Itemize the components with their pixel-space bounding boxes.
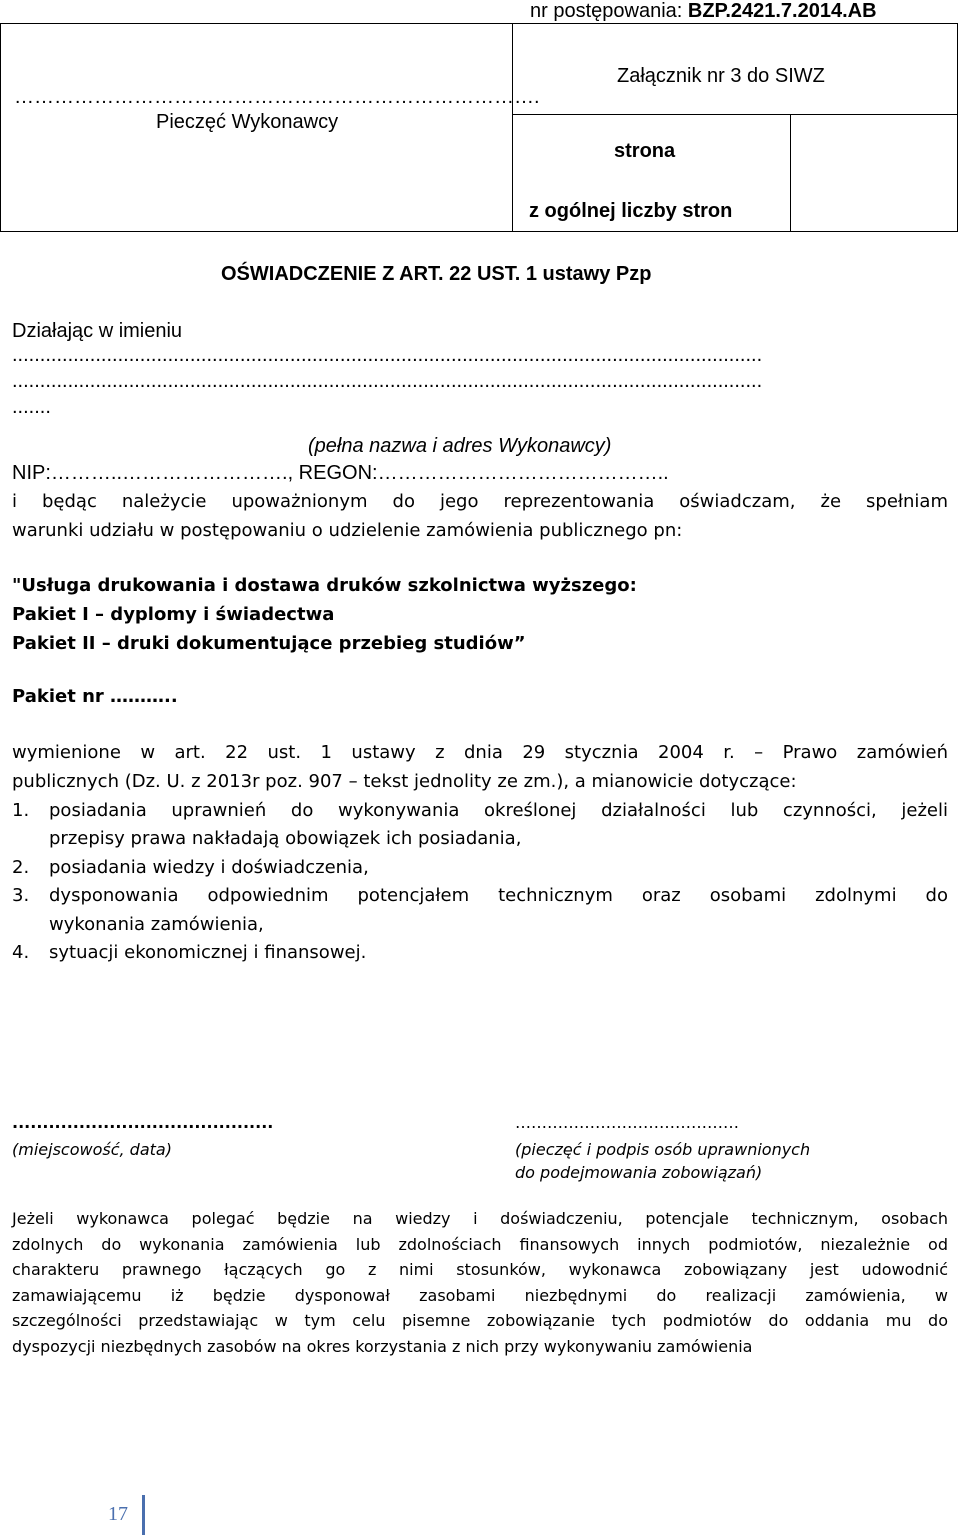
conditions-line-2: publicznych (Dz. U. z 2013r poz. 907 – tekst jednolity ze zm.), a mianowicie dotyczące:: [12, 771, 797, 792]
place-date-dots: ...........................................: [12, 1113, 274, 1132]
place-date-label: (miejscowość, data): [12, 1140, 172, 1159]
footnote-line-3: charakteru prawnego łączących go z nimi stosunków, wykonawca zobowiązany jest udowodnić: [12, 1260, 948, 1279]
footnote-line-2: zdolnych do wykonania zamówienia lub zdolnościach finansowych innych podmiotów, niezależnie od: [12, 1235, 948, 1254]
intro-line-1: i będąc należycie upoważnionym do jego reprezentowania oświadczam, że spełniam: [12, 491, 948, 512]
name-hint: (pełna nazwa i adres Wykonawcy): [308, 435, 612, 457]
header-row-divider: [512, 114, 957, 115]
intro-line-2: warunki udziału w postępowaniu o udzielenie zamówienia publicznego pn:: [12, 520, 683, 541]
stamp-dots: …………………………………………………………………….: [14, 86, 540, 108]
document-title: OŚWIADCZENIE Z ART. 22 UST. 1 ustawy Pzp: [221, 263, 652, 285]
list-item-3-number: 3.: [12, 885, 30, 906]
signature-label-1: (pieczęć i podpis osób uprawnionych: [515, 1140, 811, 1159]
conditions-line-1: wymienione w art. 22 ust. 1 ustawy z dnia 29 stycznia 2004 r. – Prawo zamówień: [12, 742, 948, 763]
subject-line-3: Pakiet II – druki dokumentujące przebieg studiów”: [12, 633, 526, 654]
page-number: 17: [108, 1503, 128, 1525]
total-pages-label: z ogólnej liczby stron: [529, 200, 733, 222]
stamp-label: Pieczęć Wykonawcy: [156, 111, 339, 133]
header-table: [0, 23, 958, 232]
list-item-3-line-2: wykonania zamówienia,: [49, 914, 264, 935]
attachment-label: Załącznik nr 3 do SIWZ: [617, 65, 825, 87]
reference-value: BZP.2421.7.2014.AB: [687, 0, 877, 22]
list-item-1-line-2: przepisy prawa nakładają obowiązek ich posiadania,: [49, 828, 522, 849]
footnote-line-4: zamawiającemu iż będzie dysponował zasobami niezbędnymi do realizacji zamówienia, w: [12, 1286, 948, 1305]
list-item-4-number: 4.: [12, 942, 30, 963]
footnote-line-1: Jeżeli wykonawca polegać będzie na wiedzy i doświadczeniu, potencjale technicznym, osobach: [12, 1209, 948, 1228]
acting-dots-3: .......: [12, 396, 51, 418]
list-item-2-number: 2.: [12, 857, 30, 878]
header-page-cell-divider: [790, 114, 791, 231]
list-item-2-line-1: posiadania wiedzy i doświadczenia,: [49, 857, 369, 878]
acting-dots-1: .......................................................................................................................................: [12, 344, 763, 366]
subject-line-2: Pakiet I – dyplomy i świadectwa: [12, 604, 335, 625]
acting-dots-2: .......................................................................................................................................: [12, 370, 763, 392]
header-divider: [512, 24, 513, 231]
signature-dots: ……………………………………: [515, 1113, 739, 1132]
page-label: strona: [614, 140, 676, 162]
reference-number: [530, 0, 877, 23]
nip-regon: NIP:………..……………………., REGON:……………………………………..: [12, 462, 669, 484]
subject-line-1: "Usługa drukowania i dostawa druków szkolnictwa wyższego:: [12, 575, 637, 596]
footnote-line-5: szczególności przedstawiając w tym celu pisemne zobowiązanie tych podmiotów do oddania mu do: [12, 1311, 948, 1330]
list-item-3-line-1: dysponowania odpowiednim potencjałem technicznym oraz osobami zdolnymi do: [49, 885, 948, 906]
footnote-line-6: dyspozycji niezbędnych zasobów na okres korzystania z nich przy wykonywaniu zamówienia: [12, 1337, 753, 1356]
acting-label: Działając w imieniu: [12, 320, 183, 342]
list-item-1-line-1: posiadania uprawnień do wykonywania określonej działalności lub czynności, jeżeli: [49, 800, 948, 821]
package-number: Pakiet nr ………..: [12, 686, 178, 707]
signature-label-2: do podejmowania zobowiązań): [515, 1163, 763, 1182]
list-item-4-line-1: sytuacji ekonomicznej i finansowej.: [49, 942, 367, 963]
reference-label: nr postępowania:: [530, 0, 683, 22]
list-item-1-number: 1.: [12, 800, 30, 821]
page-number-bar: [142, 1495, 145, 1535]
